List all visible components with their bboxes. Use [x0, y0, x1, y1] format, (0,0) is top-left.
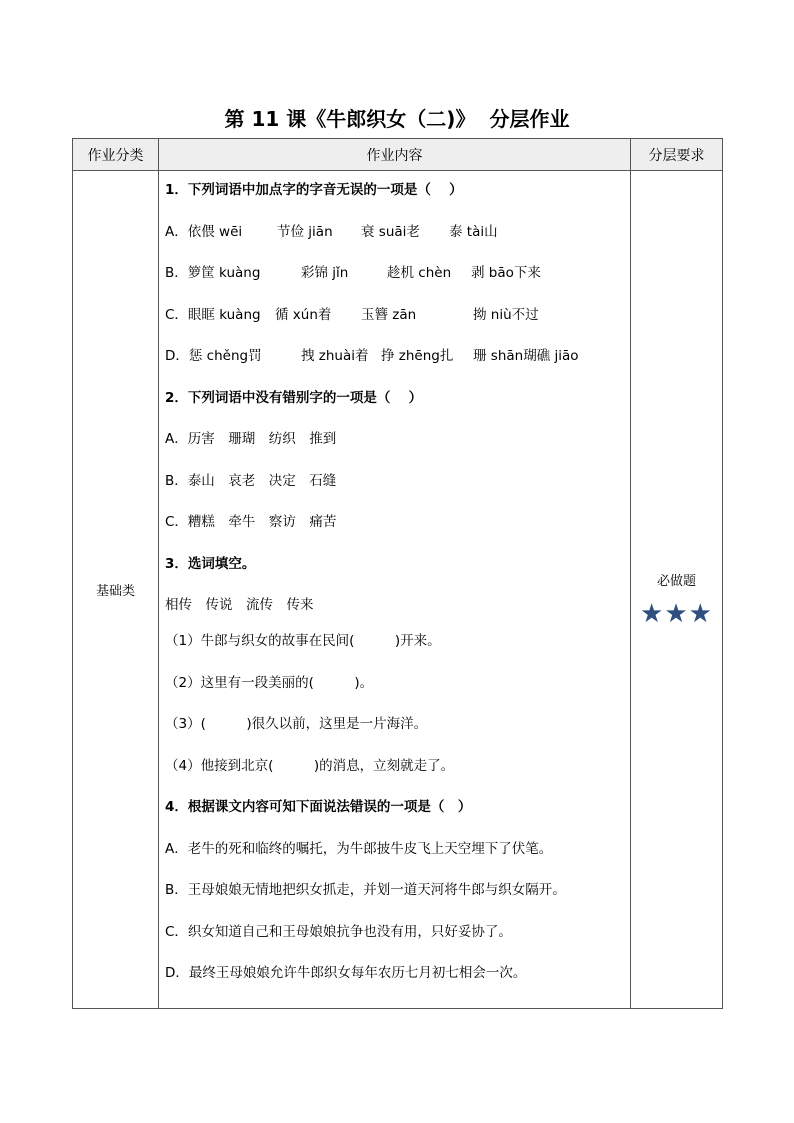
star-rating: ★★★ — [640, 598, 713, 629]
q1-option-c: C．眼眶 kuàng 循 xún着 玉簪 zān 拗 niù不过 — [165, 306, 539, 323]
q4-stem: 4．根据课文内容可知下面说法错误的一项是（ ） — [165, 799, 472, 815]
q3-sentence-2: （2）这里有一段美丽的( )。 — [165, 674, 374, 691]
q2-option-a: A．历害 珊瑚 纺织 推到 — [165, 431, 337, 447]
title-sub: 分层作业 — [489, 107, 570, 131]
q3-word-bank: 相传 传说 流传 传来 — [165, 597, 314, 613]
requirement-label: 必做题 — [656, 573, 696, 589]
page-title — [0, 103, 794, 132]
header-requirement: 分层要求 — [631, 139, 723, 171]
q4-option-c: C．织女知道自己和王母娘娘抗争也没有用，只好妥协了。 — [165, 923, 512, 940]
header-category: 作业分类 — [73, 139, 159, 171]
category-cell — [73, 171, 159, 1009]
q3-sentence-4: （4）他接到北京( )的消息，立刻就走了。 — [165, 757, 455, 774]
q2-option-c: C．糟糕 牵牛 察访 痛苦 — [165, 514, 337, 530]
q1-option-b: B．箩筐 kuàng 彩锦 jǐn 趁机 chèn 剥 bāo下来 — [165, 265, 541, 281]
q4-option-a: A．老牛的死和临终的嘱托，为牛郎披牛皮飞上天空埋下了伏笔。 — [165, 840, 553, 857]
requirement-cell — [631, 171, 723, 1009]
category-label: 基础类 — [95, 583, 135, 599]
header-row — [73, 139, 723, 171]
q3-sentence-3: （3）( )很久以前，这里是一片海洋。 — [165, 716, 428, 732]
q1-stem: 1．下列词语中加点字的字音无误的一项是（ ） — [165, 182, 463, 198]
q4-option-d: D．最终王母娘娘允许牛郎织女每年农历七月初七相会一次。 — [165, 965, 527, 981]
q3-sentence-1: （1）牛郎与织女的故事在民间( )开来。 — [165, 633, 441, 649]
homework-table — [72, 138, 723, 1009]
q2-stem: 2．下列词语中没有错别字的一项是（ ） — [165, 389, 423, 406]
q2-option-b: B．泰山 哀老 决定 石缝 — [165, 472, 337, 489]
q3-stem: 3．选词填空。 — [165, 555, 256, 572]
content-cell — [159, 171, 631, 1009]
q4-option-b: B．王母娘娘无情地把织女抓走，并划一道天河将牛郎与织女隔开。 — [165, 882, 566, 898]
header-content: 作业内容 — [159, 139, 631, 171]
table-row — [73, 171, 723, 1009]
q1-option-d: D．惩 chěng罚 拽 zhuài着 挣 zhēng扎 珊 shān瑚礁 jiāo — [165, 348, 579, 364]
title-main: 第 11 课《牛郎织女（二)》 — [224, 107, 476, 131]
q1-option-a: A．依偎 wēi 节俭 jiān 衰 suāi老 泰 tài山 — [165, 223, 498, 240]
